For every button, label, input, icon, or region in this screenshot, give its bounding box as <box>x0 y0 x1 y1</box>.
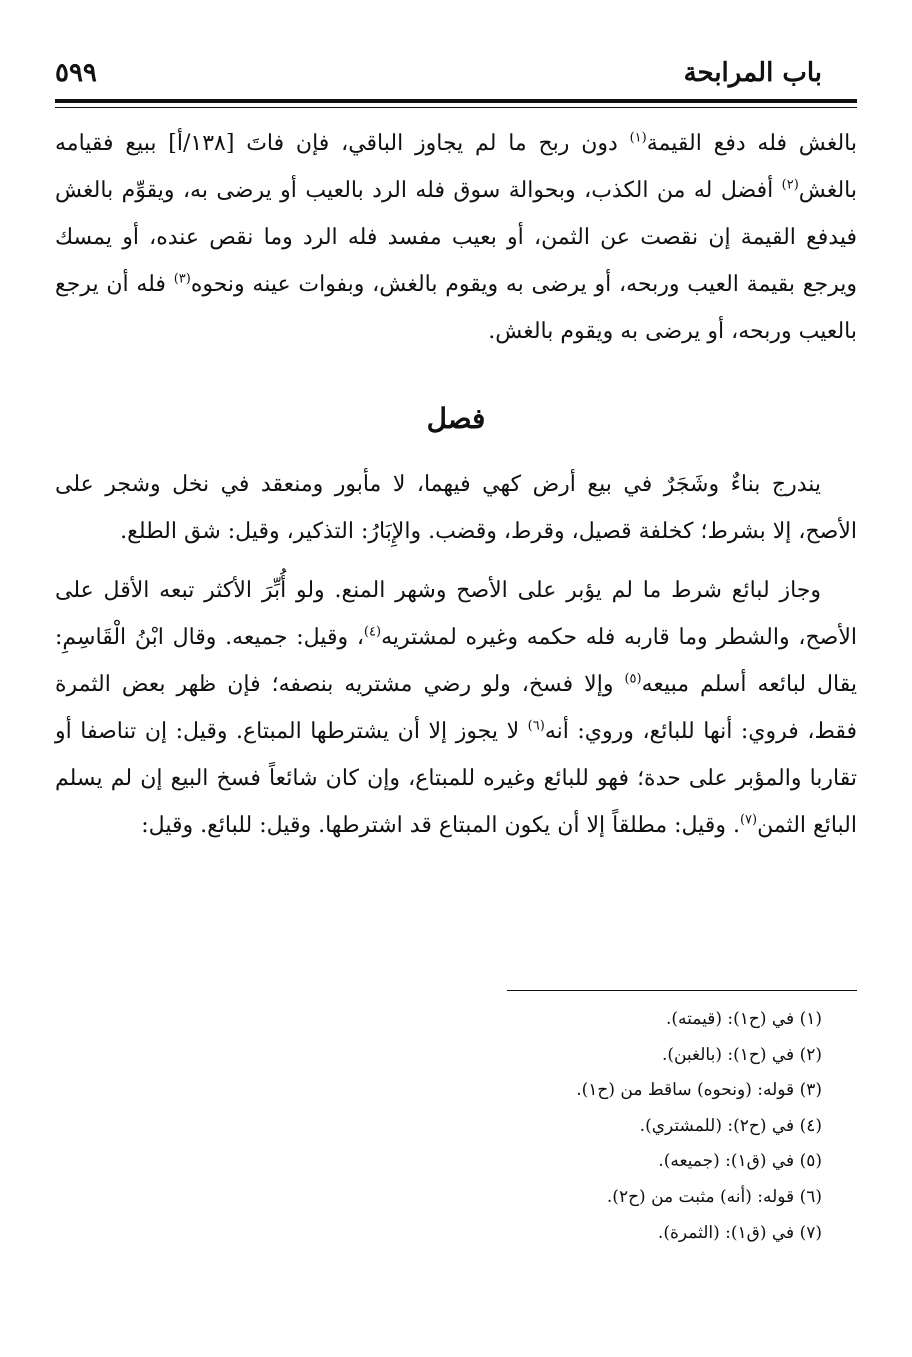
paragraph-3-part-5: . وقيل: مطلقاً إلا أن يكون المبتاع قد اشترطها. وقيل: للبائع. وقيل: <box>141 813 740 838</box>
section-title: فصل <box>426 402 486 435</box>
footnote-marker-5: (٥) <box>624 671 642 687</box>
main-text <box>55 120 857 849</box>
paragraph-1-part-4: فله أن يرجع بالعيب وربحه، أو يرضى به ويقوم بالغش. <box>55 272 857 344</box>
footnote-marker-1: (١) <box>629 130 647 146</box>
footnote-5: (٥) في (ق١): (جميعه). <box>658 1151 822 1172</box>
footnote-1: (١) في (ح١): (قيمته). <box>665 1009 822 1029</box>
header-rule-thick <box>55 99 857 103</box>
footnote-marker-7: (٧) <box>739 812 758 828</box>
footnote-7: (٧) في (ق١): (الثمرة). <box>657 1222 822 1243</box>
footnote-2: (٢) في (ح١): (بالغبن). <box>661 1044 822 1065</box>
footnote-3: (٣) قوله: (ونحوه) ساقط من (ح١). <box>576 1080 822 1101</box>
paragraph-2: يندرج بناءٌ وشَجَرٌ في بيع أرض كهي فيهما، لا مأبور ومنعقد في نخل وشجر على الأصح، إلا بشرط؛ كخلفة قصيل، وقرط، وقضب. والإِبَارُ: التذكير، وقيل: شق الطلع. <box>55 472 857 544</box>
paragraph-3-part-1: وجاز لبائع شرط ما لم يؤبر على الأصح وشهر المنع. ولو أُبِّرَ الأكثر تبعه الأقل على الأصح، والشطر وما قاربه فله حكمه وغيره لمشتريه <box>55 578 857 650</box>
footnotes <box>200 1002 822 1251</box>
paragraph-1 <box>55 120 857 355</box>
paragraph-3 <box>55 567 857 849</box>
paragraph-1-part-1: بالغش فله دفع القيمة <box>646 131 857 156</box>
footnote-marker-6: (٦) <box>527 718 545 734</box>
footnote-6: (٦) قوله: (أنه) مثبت من (ح٢). <box>606 1186 822 1207</box>
running-title: باب المرابحة <box>683 58 822 88</box>
footnote-marker-4: (٤) <box>363 624 382 640</box>
footnote-separator <box>507 990 857 991</box>
paragraph-3-part-3: وإلا فسخ، ولو رضي مشتريه بنصفه؛ فإن ظهر بعض الثمرة فقط، فروي: أنها للبائع، وروي: أنه <box>55 672 857 744</box>
paragraph-3-part-2: ، وقيل: جميعه. وقال ابْنُ الْقَاسِمِ: يقال لبائعه أسلم مبيعه <box>55 625 858 697</box>
paragraph-1-part-3: أفضل له من الكذب، وبحوالة سوق فله الرد بالعيب أو يرضى به، ويقوِّم بالغش فيدفع القيمة إن نقصت عن الثمن، أو بعيب مفسد فله الرد وما نقص عنده، أو يمسك ويرجع بقيمة العيب وربحه، أو يرضى به ويقوم بالغش، وبفوات عينه ونحوه <box>55 178 857 297</box>
footnote-marker-3: (٣) <box>173 271 191 287</box>
paragraph-1-part-2: دون ربح ما لم يجاوز الباقي، فإن فاتَ [١٣٨/أ] ببيع فقيامه بالغش <box>55 131 857 203</box>
page-number: ٥٩٩ <box>55 58 97 88</box>
paragraph-3-part-4: لا يجوز إلا أن يشترطها المبتاع. وقيل: إن تناصفا أو تقاربا والمؤبر على حدة؛ فهو للبائع وغيره للمبتاع، وإن كان شائعاً فسخ البيع إن لم يسلم البائع الثمن <box>55 719 857 838</box>
page-header <box>55 52 822 94</box>
footnote-4: (٤) في (ح٢): (للمشتري). <box>639 1115 822 1136</box>
footnote-marker-2: (٢) <box>781 177 799 193</box>
header-rule-thin <box>55 107 857 108</box>
